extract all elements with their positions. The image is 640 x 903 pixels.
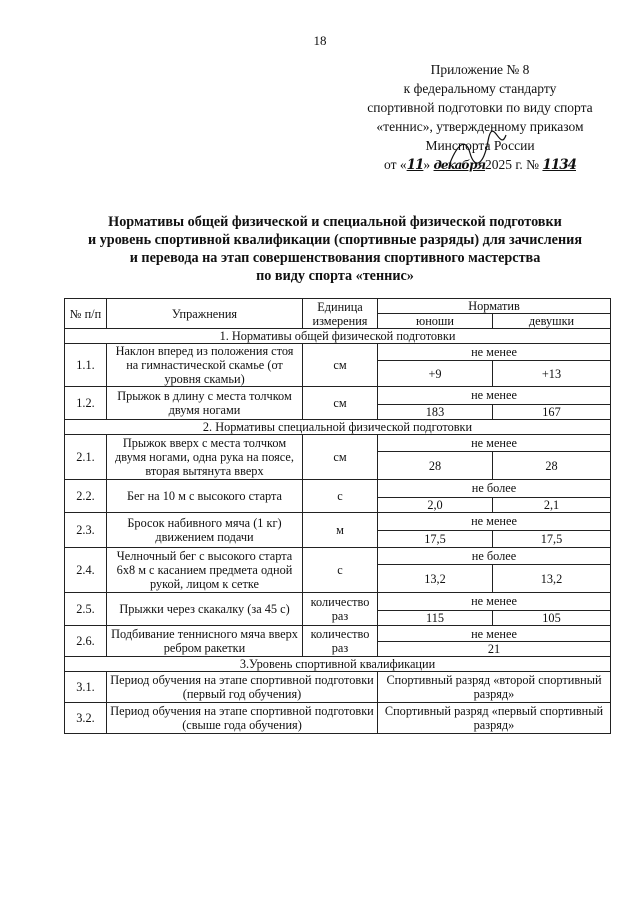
row-num: 3.1.	[65, 672, 107, 703]
row-exercise: Челночный бег с высокого старта 6х8 м с касанием предмета одной рукой, лицом к сетке	[107, 548, 303, 593]
value-boys: 13,2	[378, 565, 493, 593]
row-num: 2.6.	[65, 626, 107, 657]
row-unit: с	[303, 480, 378, 513]
section-row	[65, 657, 611, 672]
row-num: 2.1.	[65, 435, 107, 480]
table-row	[65, 344, 611, 361]
title-line: Нормативы общей физической и специальной физической подготовки	[108, 214, 562, 230]
row-exercise: Наклон вперед из положения стоя на гимнастической скамье (от уровня скамьи)	[107, 344, 303, 387]
row-num: 3.2.	[65, 703, 107, 734]
appendix-date-line	[330, 155, 630, 175]
table-row	[65, 548, 611, 565]
title-line: по виду спорта «теннис»	[256, 268, 414, 284]
title-line: и уровень спортивной квалификации (спортивные разряды) для зачисления	[87, 232, 582, 248]
value-boys: +9	[378, 361, 493, 387]
signature-scribble	[448, 133, 508, 173]
table-row	[65, 672, 611, 703]
header-norm: Норматив	[378, 299, 611, 314]
row-num: 2.4.	[65, 548, 107, 593]
row-condition: не менее	[378, 626, 611, 642]
row-unit: с	[303, 548, 378, 593]
row-unit: см	[303, 387, 378, 420]
row-exercise: Прыжок в длину с места толчком двумя ногами	[107, 387, 303, 420]
appendix-title: Приложение № 8	[430, 62, 530, 77]
page-number: 18	[313, 33, 327, 48]
value-girls: 13,2	[493, 565, 611, 593]
row-num: 2.5.	[65, 593, 107, 626]
row-condition: не менее	[378, 435, 611, 452]
date-mid: »	[423, 157, 431, 172]
row-exercise: Бег на 10 м с высокого старта	[107, 480, 303, 513]
row-exercise: Период обучения на этапе спортивной подготовки (свыше года обучения)	[107, 703, 378, 734]
handwritten-day: 11	[406, 157, 424, 173]
appendix-line: «теннис», утвержденному приказом	[376, 119, 584, 134]
section-title: 2. Нормативы специальной физической подготовки	[65, 420, 611, 435]
row-unit: см	[303, 344, 378, 387]
table-row	[65, 435, 611, 452]
section-title: 1. Нормативы общей физической подготовки	[65, 329, 611, 344]
table-row	[65, 513, 611, 531]
row-result: Спортивный разряд «второй спортивный разряд»	[378, 672, 611, 703]
value-girls: 28	[493, 452, 611, 480]
appendix-line: спортивной подготовки по виду спорта	[367, 100, 593, 115]
norms-table	[64, 298, 611, 734]
header-unit: Единица измерения	[303, 299, 378, 329]
value-girls: 167	[493, 404, 611, 419]
handwritten-number: 1134	[542, 157, 576, 173]
row-exercise: Прыжки через скакалку (за 45 с)	[107, 593, 303, 626]
table-row	[65, 626, 611, 642]
row-exercise: Прыжок вверх с места толчком двумя ногами, одна рука на поясе, вторая вытянута вверх	[107, 435, 303, 480]
value-girls: 17,5	[493, 530, 611, 548]
header-num: № п/п	[65, 299, 107, 329]
value-girls: 105	[493, 610, 611, 625]
row-unit: м	[303, 513, 378, 548]
date-prefix: от «	[384, 157, 407, 172]
row-condition: не более	[378, 480, 611, 498]
table-row	[65, 480, 611, 498]
row-num: 2.2.	[65, 480, 107, 513]
header-row	[65, 299, 611, 314]
value-boys: 115	[378, 610, 493, 625]
row-result: Спортивный разряд «первый спортивный разряд»	[378, 703, 611, 734]
row-condition: не менее	[378, 593, 611, 611]
row-condition: не более	[378, 548, 611, 565]
row-unit: количество раз	[303, 593, 378, 626]
appendix-line: Минспорта России	[425, 138, 535, 153]
value-boys: 17,5	[378, 530, 493, 548]
value-both: 21	[378, 642, 611, 657]
title-line: и перевода на этап совершенствования спортивного мастерства	[129, 250, 541, 266]
table-row	[65, 703, 611, 734]
section-row	[65, 329, 611, 344]
row-condition: не менее	[378, 387, 611, 405]
header-boys: юноши	[378, 314, 493, 329]
value-boys: 28	[378, 452, 493, 480]
header-exercise: Упражнения	[107, 299, 303, 329]
appendix-block	[330, 60, 630, 175]
row-num: 1.2.	[65, 387, 107, 420]
document-title	[40, 213, 630, 285]
row-condition: не менее	[378, 344, 611, 361]
row-unit: см	[303, 435, 378, 480]
row-num: 2.3.	[65, 513, 107, 548]
handwritten-month: декабря	[433, 158, 486, 172]
row-num: 1.1.	[65, 344, 107, 387]
value-boys: 183	[378, 404, 493, 419]
row-exercise: Подбивание теннисного мяча вверх ребром ракетки	[107, 626, 303, 657]
table-row	[65, 593, 611, 611]
section-row	[65, 420, 611, 435]
date-year: 2025 г. №	[485, 157, 540, 172]
row-exercise: Период обучения на этапе спортивной подготовки (первый год обучения)	[107, 672, 378, 703]
section-title: 3.Уровень спортивной квалификации	[65, 657, 611, 672]
header-girls: девушки	[493, 314, 611, 329]
row-exercise: Бросок набивного мяча (1 кг) движением подачи	[107, 513, 303, 548]
row-condition: не менее	[378, 513, 611, 531]
row-unit: количество раз	[303, 626, 378, 657]
appendix-line: к федеральному стандарту	[403, 81, 557, 96]
table-row	[65, 387, 611, 405]
value-girls: 2,1	[493, 497, 611, 512]
value-girls: +13	[493, 361, 611, 387]
value-boys: 2,0	[378, 497, 493, 512]
